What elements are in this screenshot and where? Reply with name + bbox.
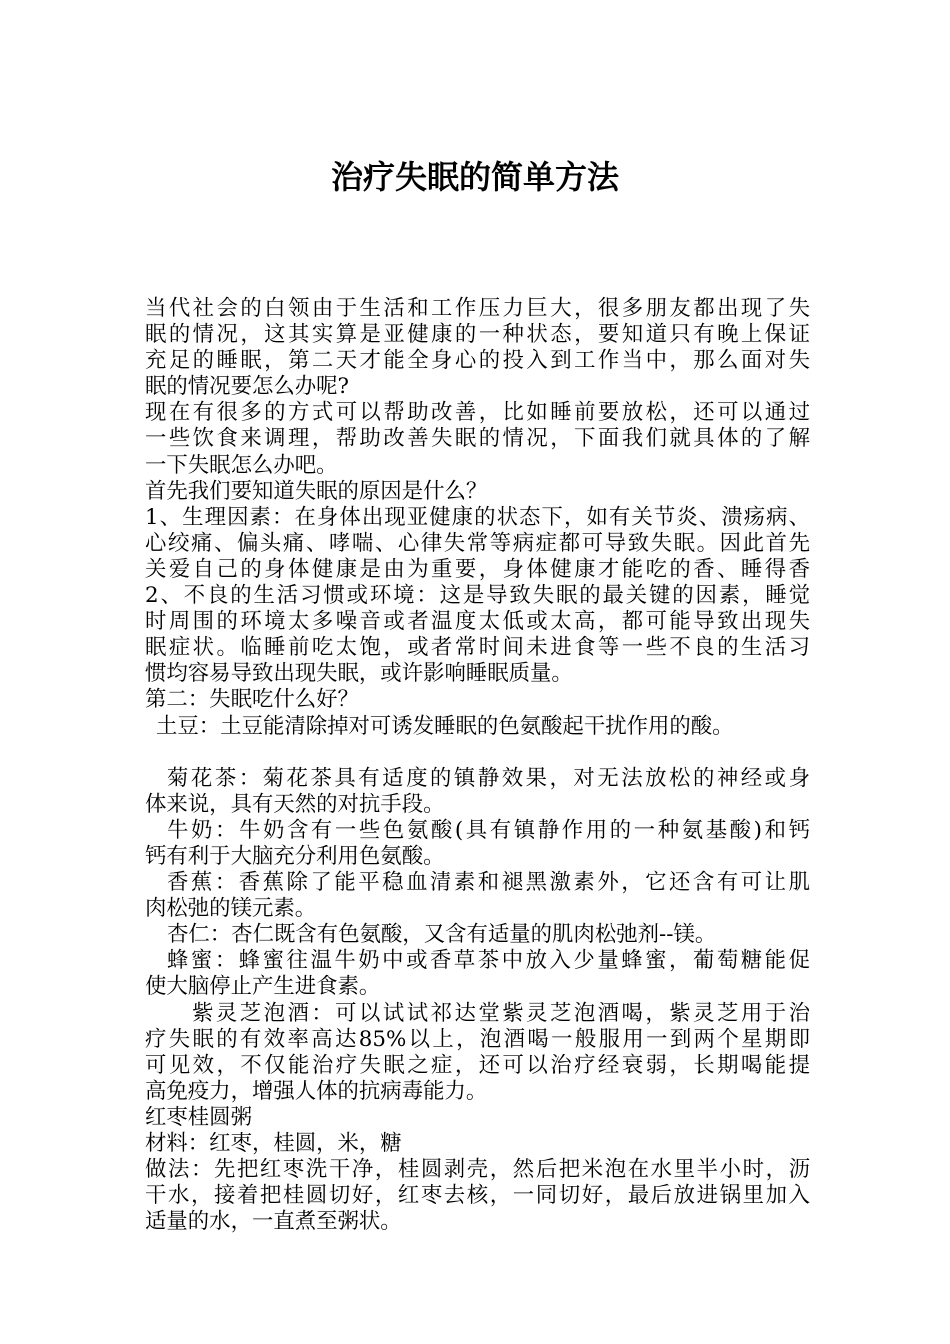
body-line: 做法：先把红枣洗干净，桂圆剥壳，然后把米泡在水里半小时，沥 (145, 1157, 810, 1183)
body-line: 充足的睡眠，第二天才能全身心的投入到工作当中，那么面对失 (145, 348, 810, 374)
body-line: 时周围的环境太多噪音或者温度太低或太高，都可能导致出现失 (145, 609, 810, 635)
body-line: 首先我们要知道失眠的原因是什么？ (145, 478, 488, 504)
body-line: 红枣桂圆粥 (145, 1104, 252, 1130)
body-line: 高免疫力，增强人体的抗病毒能力。 (145, 1078, 488, 1104)
body-line: 材料：红枣，桂圆，米，糖 (145, 1131, 402, 1156)
body-line: 疗失眠的有效率高达85%以上，泡酒喝一般服用一到两个星期即 (145, 1026, 810, 1052)
body-line: 体来说，具有天然的对抗手段。 (145, 791, 445, 817)
body-line: 眠症状。临睡前吃太饱，或者常时间未进食等一些不良的生活习 (145, 635, 810, 661)
body-line: 1、生理因素：在身体出现亚健康的状态下，如有关节炎、溃疡病、 (145, 504, 810, 530)
body-line: 钙有利于大脑充分利用色氨酸。 (145, 843, 445, 869)
body-line: 适量的水，一直煮至粥状。 (145, 1209, 402, 1235)
blank-line (145, 740, 810, 766)
document-body (145, 296, 810, 1235)
body-line: 一些饮食来调理，帮助改善失眠的情况，下面我们就具体的了解 (145, 426, 810, 452)
body-line: 第二：失眠吃什么好？ (145, 687, 359, 713)
body-line: 现在有很多的方式可以帮助改善，比如睡前要放松，还可以通过 (145, 400, 810, 426)
body-line: 惯均容易导致出现失眠，或许影响睡眠质量。 (145, 661, 573, 687)
body-line: 眠的情况，这其实算是亚健康的一种状态，要知道只有晚上保证 (145, 322, 810, 348)
body-line: 干水，接着把桂圆切好，红枣去核，一同切好，最后放进锅里加入 (145, 1183, 810, 1209)
body-line: 关爱自己的身体健康是由为重要，身体健康才能吃的香、睡得香 (145, 556, 810, 582)
body-line: 2、不良的生活习惯或环境：这是导致失眠的最关键的因素，睡觉 (145, 583, 810, 609)
body-line: 杏仁：杏仁既含有色氨酸，又含有适量的肌肉松弛剂--镁。 (167, 922, 717, 948)
body-line: 心绞痛、偏头痛、哮喘、心律失常等病症都可导致失眠。因此首先 (145, 530, 810, 556)
body-line: 眠的情况要怎么办呢? (145, 374, 349, 400)
body-line: 当代社会的白领由于生活和工作压力巨大，很多朋友都出现了失 (145, 296, 810, 321)
body-line: 可见效，不仅能治疗失眠之症，还可以治疗经衰弱，长期喝能提 (145, 1052, 810, 1078)
body-line: 使大脑停止产生进食素。 (145, 974, 381, 1000)
body-line: 牛奶：牛奶含有一些色氨酸(具有镇静作用的一种氨基酸)和钙 (167, 817, 810, 843)
body-line: 紫灵芝泡酒：可以试试祁达堂紫灵芝泡酒喝，紫灵芝用于治 (192, 1000, 810, 1026)
body-line: 菊花茶：菊花茶具有适度的镇静效果，对无法放松的神经或身 (167, 765, 810, 791)
body-line: 香蕉：香蕉除了能平稳血清素和褪黑激素外，它还含有可让肌 (167, 870, 810, 896)
body-line: 肉松弛的镁元素。 (145, 896, 317, 922)
body-line: 蜂蜜：蜂蜜往温牛奶中或香草茶中放入少量蜂蜜，葡萄糖能促 (167, 948, 810, 974)
document-title: 治疗失眠的简单方法 (330, 158, 619, 196)
body-line: 一下失眠怎么办吧。 (145, 452, 338, 478)
body-line: 土豆：土豆能清除掉对可诱发睡眠的色氨酸起干扰作用的酸。 (156, 713, 734, 739)
